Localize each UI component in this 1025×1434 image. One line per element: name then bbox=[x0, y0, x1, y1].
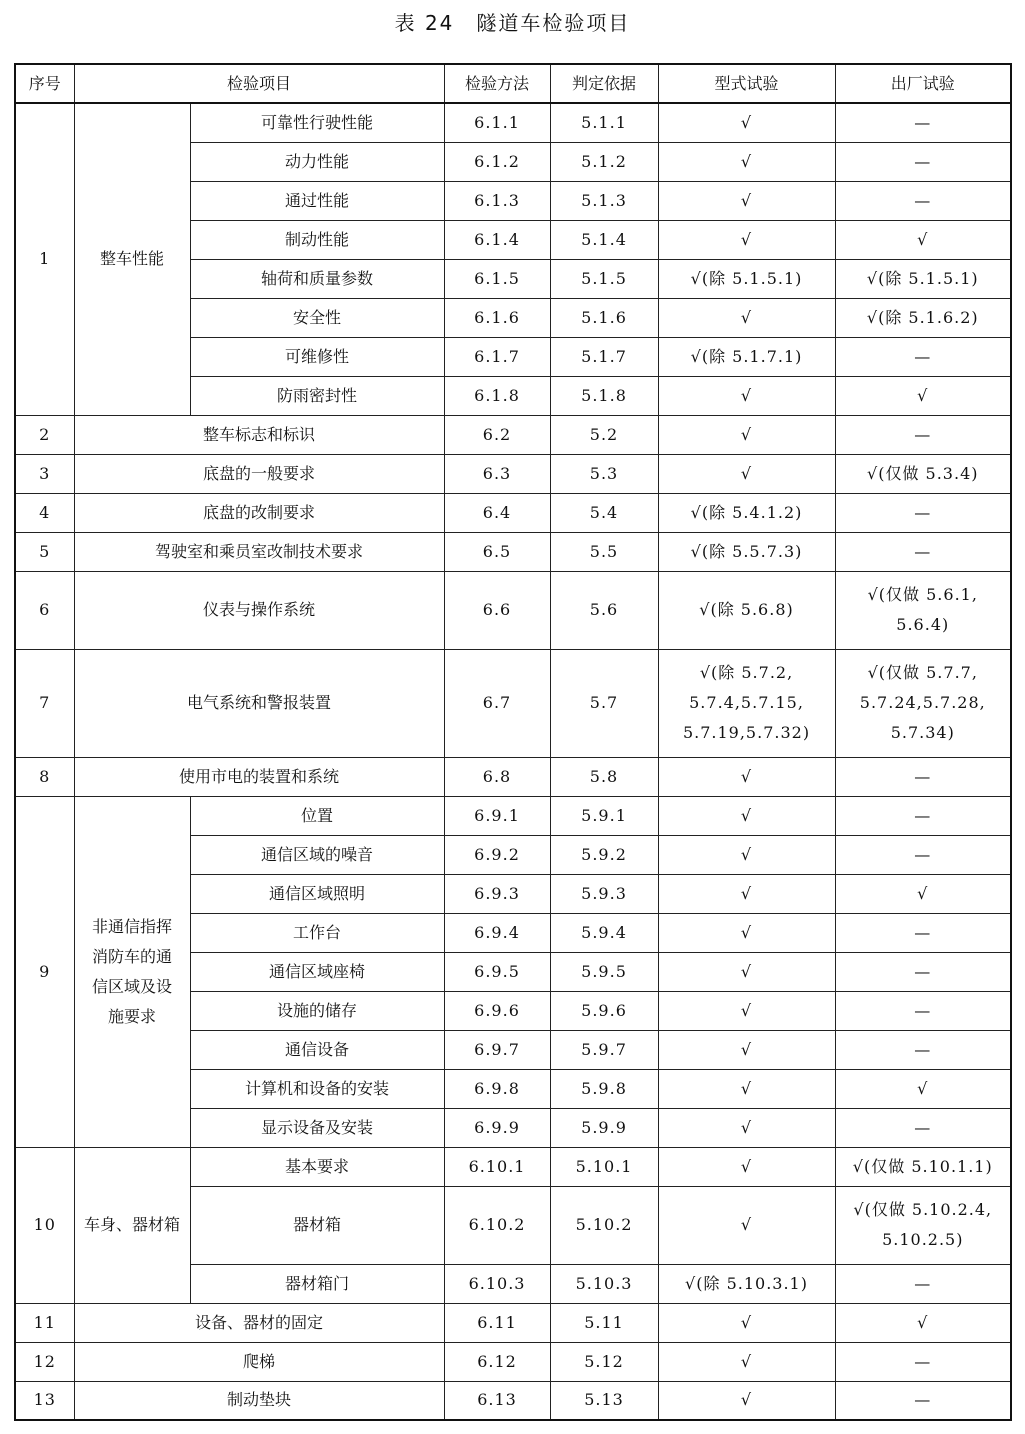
sub-item-cell: 可靠性行驶性能 bbox=[190, 103, 444, 142]
type-test-cell: √ bbox=[658, 991, 835, 1030]
basis-cell: 5.9.1 bbox=[550, 796, 658, 835]
basis-cell: 5.2 bbox=[550, 415, 658, 454]
basis-cell: 5.1.5 bbox=[550, 259, 658, 298]
sub-item-cell: 通信区域照明 bbox=[190, 874, 444, 913]
factory-test-cell: — bbox=[835, 1264, 1011, 1303]
method-cell: 6.9.5 bbox=[444, 952, 550, 991]
table-row bbox=[15, 757, 1011, 796]
factory-test-cell: — bbox=[835, 337, 1011, 376]
basis-cell: 5.9.7 bbox=[550, 1030, 658, 1069]
group-name-cell: 整车性能 bbox=[74, 103, 190, 415]
type-test-cell: √ bbox=[658, 913, 835, 952]
basis-cell: 5.6 bbox=[550, 571, 658, 649]
item-cell: 制动垫块 bbox=[74, 1381, 444, 1420]
type-test-cell: √ bbox=[658, 220, 835, 259]
factory-test-cell: — bbox=[835, 991, 1011, 1030]
method-cell: 6.1.1 bbox=[444, 103, 550, 142]
method-cell: 6.8 bbox=[444, 757, 550, 796]
basis-cell: 5.9.5 bbox=[550, 952, 658, 991]
basis-cell: 5.5 bbox=[550, 532, 658, 571]
basis-cell: 5.9.2 bbox=[550, 835, 658, 874]
type-test-cell: √ bbox=[658, 415, 835, 454]
table-row bbox=[15, 454, 1011, 493]
factory-test-cell: — bbox=[835, 103, 1011, 142]
basis-cell: 5.1.6 bbox=[550, 298, 658, 337]
seq-cell: 12 bbox=[15, 1342, 74, 1381]
factory-test-cell: √(仅做 5.3.4) bbox=[835, 454, 1011, 493]
factory-test-cell: √ bbox=[835, 220, 1011, 259]
method-cell: 6.7 bbox=[444, 649, 550, 757]
basis-cell: 5.4 bbox=[550, 493, 658, 532]
factory-test-cell: — bbox=[835, 1030, 1011, 1069]
sub-item-cell: 制动性能 bbox=[190, 220, 444, 259]
factory-test-cell: — bbox=[835, 493, 1011, 532]
type-test-cell: √(除 5.10.3.1) bbox=[658, 1264, 835, 1303]
header-type-test: 型式试验 bbox=[658, 64, 835, 103]
type-test-cell: √(除 5.5.7.3) bbox=[658, 532, 835, 571]
sub-item-cell: 器材箱 bbox=[190, 1186, 444, 1264]
sub-item-cell: 显示设备及安装 bbox=[190, 1108, 444, 1147]
type-test-cell: √ bbox=[658, 376, 835, 415]
seq-cell: 10 bbox=[15, 1147, 74, 1303]
factory-test-cell: — bbox=[835, 181, 1011, 220]
type-test-cell: √ bbox=[658, 1069, 835, 1108]
sub-item-cell: 位置 bbox=[190, 796, 444, 835]
sub-item-cell: 通过性能 bbox=[190, 181, 444, 220]
method-cell: 6.9.4 bbox=[444, 913, 550, 952]
method-cell: 6.9.7 bbox=[444, 1030, 550, 1069]
factory-test-cell-line: √(仅做 5.10.2.4, bbox=[853, 1200, 993, 1219]
basis-cell: 5.1.8 bbox=[550, 376, 658, 415]
table-row bbox=[15, 649, 1011, 757]
item-cell: 爬梯 bbox=[74, 1342, 444, 1381]
basis-cell: 5.10.2 bbox=[550, 1186, 658, 1264]
table-row bbox=[15, 1303, 1011, 1342]
table-row bbox=[15, 1147, 1011, 1186]
table-row bbox=[15, 532, 1011, 571]
factory-test-cell: — bbox=[835, 952, 1011, 991]
basis-cell: 5.9.4 bbox=[550, 913, 658, 952]
factory-test-cell bbox=[835, 649, 1011, 757]
header-item: 检验项目 bbox=[74, 64, 444, 103]
method-cell: 6.1.4 bbox=[444, 220, 550, 259]
item-cell: 使用市电的装置和系统 bbox=[74, 757, 444, 796]
factory-test-cell: — bbox=[835, 415, 1011, 454]
table-row bbox=[15, 1381, 1011, 1420]
item-cell: 整车标志和标识 bbox=[74, 415, 444, 454]
factory-test-cell: √(仅做 5.10.1.1) bbox=[835, 1147, 1011, 1186]
factory-test-cell: √ bbox=[835, 1069, 1011, 1108]
type-test-cell: √ bbox=[658, 181, 835, 220]
factory-test-cell: √(除 5.1.6.2) bbox=[835, 298, 1011, 337]
header-seq: 序号 bbox=[15, 64, 74, 103]
factory-test-cell: — bbox=[835, 913, 1011, 952]
method-cell: 6.13 bbox=[444, 1381, 550, 1420]
method-cell: 6.3 bbox=[444, 454, 550, 493]
type-test-cell: √ bbox=[658, 757, 835, 796]
method-cell: 6.9.9 bbox=[444, 1108, 550, 1147]
sub-item-cell: 设施的储存 bbox=[190, 991, 444, 1030]
table-row bbox=[15, 571, 1011, 649]
method-cell: 6.5 bbox=[444, 532, 550, 571]
sub-item-cell: 基本要求 bbox=[190, 1147, 444, 1186]
type-test-cell: √ bbox=[658, 796, 835, 835]
factory-test-cell: — bbox=[835, 835, 1011, 874]
method-cell: 6.9.3 bbox=[444, 874, 550, 913]
factory-test-cell: — bbox=[835, 142, 1011, 181]
type-test-cell: √ bbox=[658, 1303, 835, 1342]
factory-test-cell-line: 5.7.34) bbox=[890, 723, 955, 742]
sub-item-cell: 计算机和设备的安装 bbox=[190, 1069, 444, 1108]
sub-item-cell: 安全性 bbox=[190, 298, 444, 337]
type-test-cell: √ bbox=[658, 1030, 835, 1069]
table-row bbox=[15, 796, 1011, 835]
method-cell: 6.1.2 bbox=[444, 142, 550, 181]
group-name-cell-line: 消防车的通 bbox=[91, 946, 172, 966]
group-name-cell-line: 施要求 bbox=[107, 1006, 156, 1026]
seq-cell: 6 bbox=[15, 571, 74, 649]
item-cell: 仪表与操作系统 bbox=[74, 571, 444, 649]
method-cell: 6.1.5 bbox=[444, 259, 550, 298]
method-cell: 6.9.8 bbox=[444, 1069, 550, 1108]
type-test-cell: √(除 5.6.8) bbox=[658, 571, 835, 649]
method-cell: 6.1.3 bbox=[444, 181, 550, 220]
basis-cell: 5.10.1 bbox=[550, 1147, 658, 1186]
seq-cell: 5 bbox=[15, 532, 74, 571]
table-row bbox=[15, 1342, 1011, 1381]
type-test-cell-line: √(除 5.7.2, bbox=[699, 663, 794, 682]
table-row bbox=[15, 493, 1011, 532]
type-test-cell: √(除 5.4.1.2) bbox=[658, 493, 835, 532]
seq-cell: 13 bbox=[15, 1381, 74, 1420]
basis-cell: 5.12 bbox=[550, 1342, 658, 1381]
seq-cell: 8 bbox=[15, 757, 74, 796]
factory-test-cell: — bbox=[835, 757, 1011, 796]
factory-test-cell bbox=[835, 571, 1011, 649]
group-name-cell-line: 信区域及设 bbox=[91, 976, 172, 996]
factory-test-cell: √(除 5.1.5.1) bbox=[835, 259, 1011, 298]
type-test-cell: √ bbox=[658, 103, 835, 142]
seq-cell: 9 bbox=[15, 796, 74, 1147]
method-cell: 6.1.6 bbox=[444, 298, 550, 337]
method-cell: 6.6 bbox=[444, 571, 550, 649]
factory-test-cell: √ bbox=[835, 376, 1011, 415]
item-cell: 驾驶室和乘员室改制技术要求 bbox=[74, 532, 444, 571]
type-test-cell: √ bbox=[658, 1342, 835, 1381]
basis-cell: 5.1.7 bbox=[550, 337, 658, 376]
group-name-cell-line: 非通信指挥 bbox=[91, 916, 172, 936]
inspection-table bbox=[14, 63, 1012, 1421]
sub-item-cell: 通信区域的噪音 bbox=[190, 835, 444, 874]
group-name-cell: 车身、器材箱 bbox=[74, 1147, 190, 1303]
type-test-cell: √(除 5.1.7.1) bbox=[658, 337, 835, 376]
factory-test-cell: — bbox=[835, 796, 1011, 835]
type-test-cell: √ bbox=[658, 952, 835, 991]
method-cell: 6.9.1 bbox=[444, 796, 550, 835]
factory-test-cell: — bbox=[835, 532, 1011, 571]
header-row bbox=[15, 64, 1011, 103]
seq-cell: 11 bbox=[15, 1303, 74, 1342]
factory-test-cell-line: 5.10.2.5) bbox=[882, 1230, 964, 1249]
method-cell: 6.2 bbox=[444, 415, 550, 454]
group-name-cell bbox=[74, 796, 190, 1147]
factory-test-cell: — bbox=[835, 1108, 1011, 1147]
table-row bbox=[15, 103, 1011, 142]
type-test-cell: √(除 5.1.5.1) bbox=[658, 259, 835, 298]
sub-item-cell: 通信区域座椅 bbox=[190, 952, 444, 991]
type-test-cell: √ bbox=[658, 1147, 835, 1186]
table-row bbox=[15, 415, 1011, 454]
seq-cell: 7 bbox=[15, 649, 74, 757]
seq-cell: 2 bbox=[15, 415, 74, 454]
factory-test-cell-line: 5.6.4) bbox=[896, 615, 950, 634]
sub-item-cell: 工作台 bbox=[190, 913, 444, 952]
header-factory-test: 出厂试验 bbox=[835, 64, 1011, 103]
basis-cell: 5.13 bbox=[550, 1381, 658, 1420]
sub-item-cell: 动力性能 bbox=[190, 142, 444, 181]
basis-cell: 5.9.3 bbox=[550, 874, 658, 913]
type-test-cell: √ bbox=[658, 298, 835, 337]
seq-cell: 4 bbox=[15, 493, 74, 532]
type-test-cell-line: 5.7.19,5.7.32) bbox=[682, 723, 811, 742]
type-test-cell: √ bbox=[658, 835, 835, 874]
sub-item-cell: 防雨密封性 bbox=[190, 376, 444, 415]
seq-cell: 1 bbox=[15, 103, 74, 415]
type-test-cell-line: 5.7.4,5.7.15, bbox=[689, 693, 804, 712]
type-test-cell: √ bbox=[658, 1186, 835, 1264]
item-cell: 底盘的一般要求 bbox=[74, 454, 444, 493]
sub-item-cell: 通信设备 bbox=[190, 1030, 444, 1069]
basis-cell: 5.9.6 bbox=[550, 991, 658, 1030]
basis-cell: 5.9.8 bbox=[550, 1069, 658, 1108]
item-cell: 电气系统和警报装置 bbox=[74, 649, 444, 757]
factory-test-cell-line: √(仅做 5.6.1, bbox=[867, 585, 978, 604]
basis-cell: 5.1.4 bbox=[550, 220, 658, 259]
type-test-cell: √ bbox=[658, 874, 835, 913]
factory-test-cell-line: √(仅做 5.7.7, bbox=[867, 663, 978, 682]
method-cell: 6.4 bbox=[444, 493, 550, 532]
item-cell: 设备、器材的固定 bbox=[74, 1303, 444, 1342]
basis-cell: 5.1.2 bbox=[550, 142, 658, 181]
method-cell: 6.10.2 bbox=[444, 1186, 550, 1264]
basis-cell: 5.8 bbox=[550, 757, 658, 796]
seq-cell: 3 bbox=[15, 454, 74, 493]
type-test-cell: √ bbox=[658, 454, 835, 493]
method-cell: 6.12 bbox=[444, 1342, 550, 1381]
method-cell: 6.1.7 bbox=[444, 337, 550, 376]
method-cell: 6.1.8 bbox=[444, 376, 550, 415]
header-method: 检验方法 bbox=[444, 64, 550, 103]
type-test-cell: √ bbox=[658, 1381, 835, 1420]
factory-test-cell: √ bbox=[835, 874, 1011, 913]
basis-cell: 5.1.1 bbox=[550, 103, 658, 142]
factory-test-cell: √ bbox=[835, 1303, 1011, 1342]
item-cell: 底盘的改制要求 bbox=[74, 493, 444, 532]
factory-test-cell bbox=[835, 1186, 1011, 1264]
sub-item-cell: 器材箱门 bbox=[190, 1264, 444, 1303]
method-cell: 6.9.6 bbox=[444, 991, 550, 1030]
sub-item-cell: 可维修性 bbox=[190, 337, 444, 376]
table-title: 表 24 隧道车检验项目 bbox=[394, 11, 631, 35]
basis-cell: 5.11 bbox=[550, 1303, 658, 1342]
type-test-cell bbox=[658, 649, 835, 757]
method-cell: 6.11 bbox=[444, 1303, 550, 1342]
factory-test-cell: — bbox=[835, 1342, 1011, 1381]
type-test-cell: √ bbox=[658, 142, 835, 181]
basis-cell: 5.1.3 bbox=[550, 181, 658, 220]
basis-cell: 5.10.3 bbox=[550, 1264, 658, 1303]
method-cell: 6.9.2 bbox=[444, 835, 550, 874]
header-basis: 判定依据 bbox=[550, 64, 658, 103]
type-test-cell: √ bbox=[658, 1108, 835, 1147]
basis-cell: 5.9.9 bbox=[550, 1108, 658, 1147]
basis-cell: 5.3 bbox=[550, 454, 658, 493]
basis-cell: 5.7 bbox=[550, 649, 658, 757]
factory-test-cell-line: 5.7.24,5.7.28, bbox=[859, 693, 986, 712]
sub-item-cell: 轴荷和质量参数 bbox=[190, 259, 444, 298]
method-cell: 6.10.3 bbox=[444, 1264, 550, 1303]
method-cell: 6.10.1 bbox=[444, 1147, 550, 1186]
factory-test-cell: — bbox=[835, 1381, 1011, 1420]
